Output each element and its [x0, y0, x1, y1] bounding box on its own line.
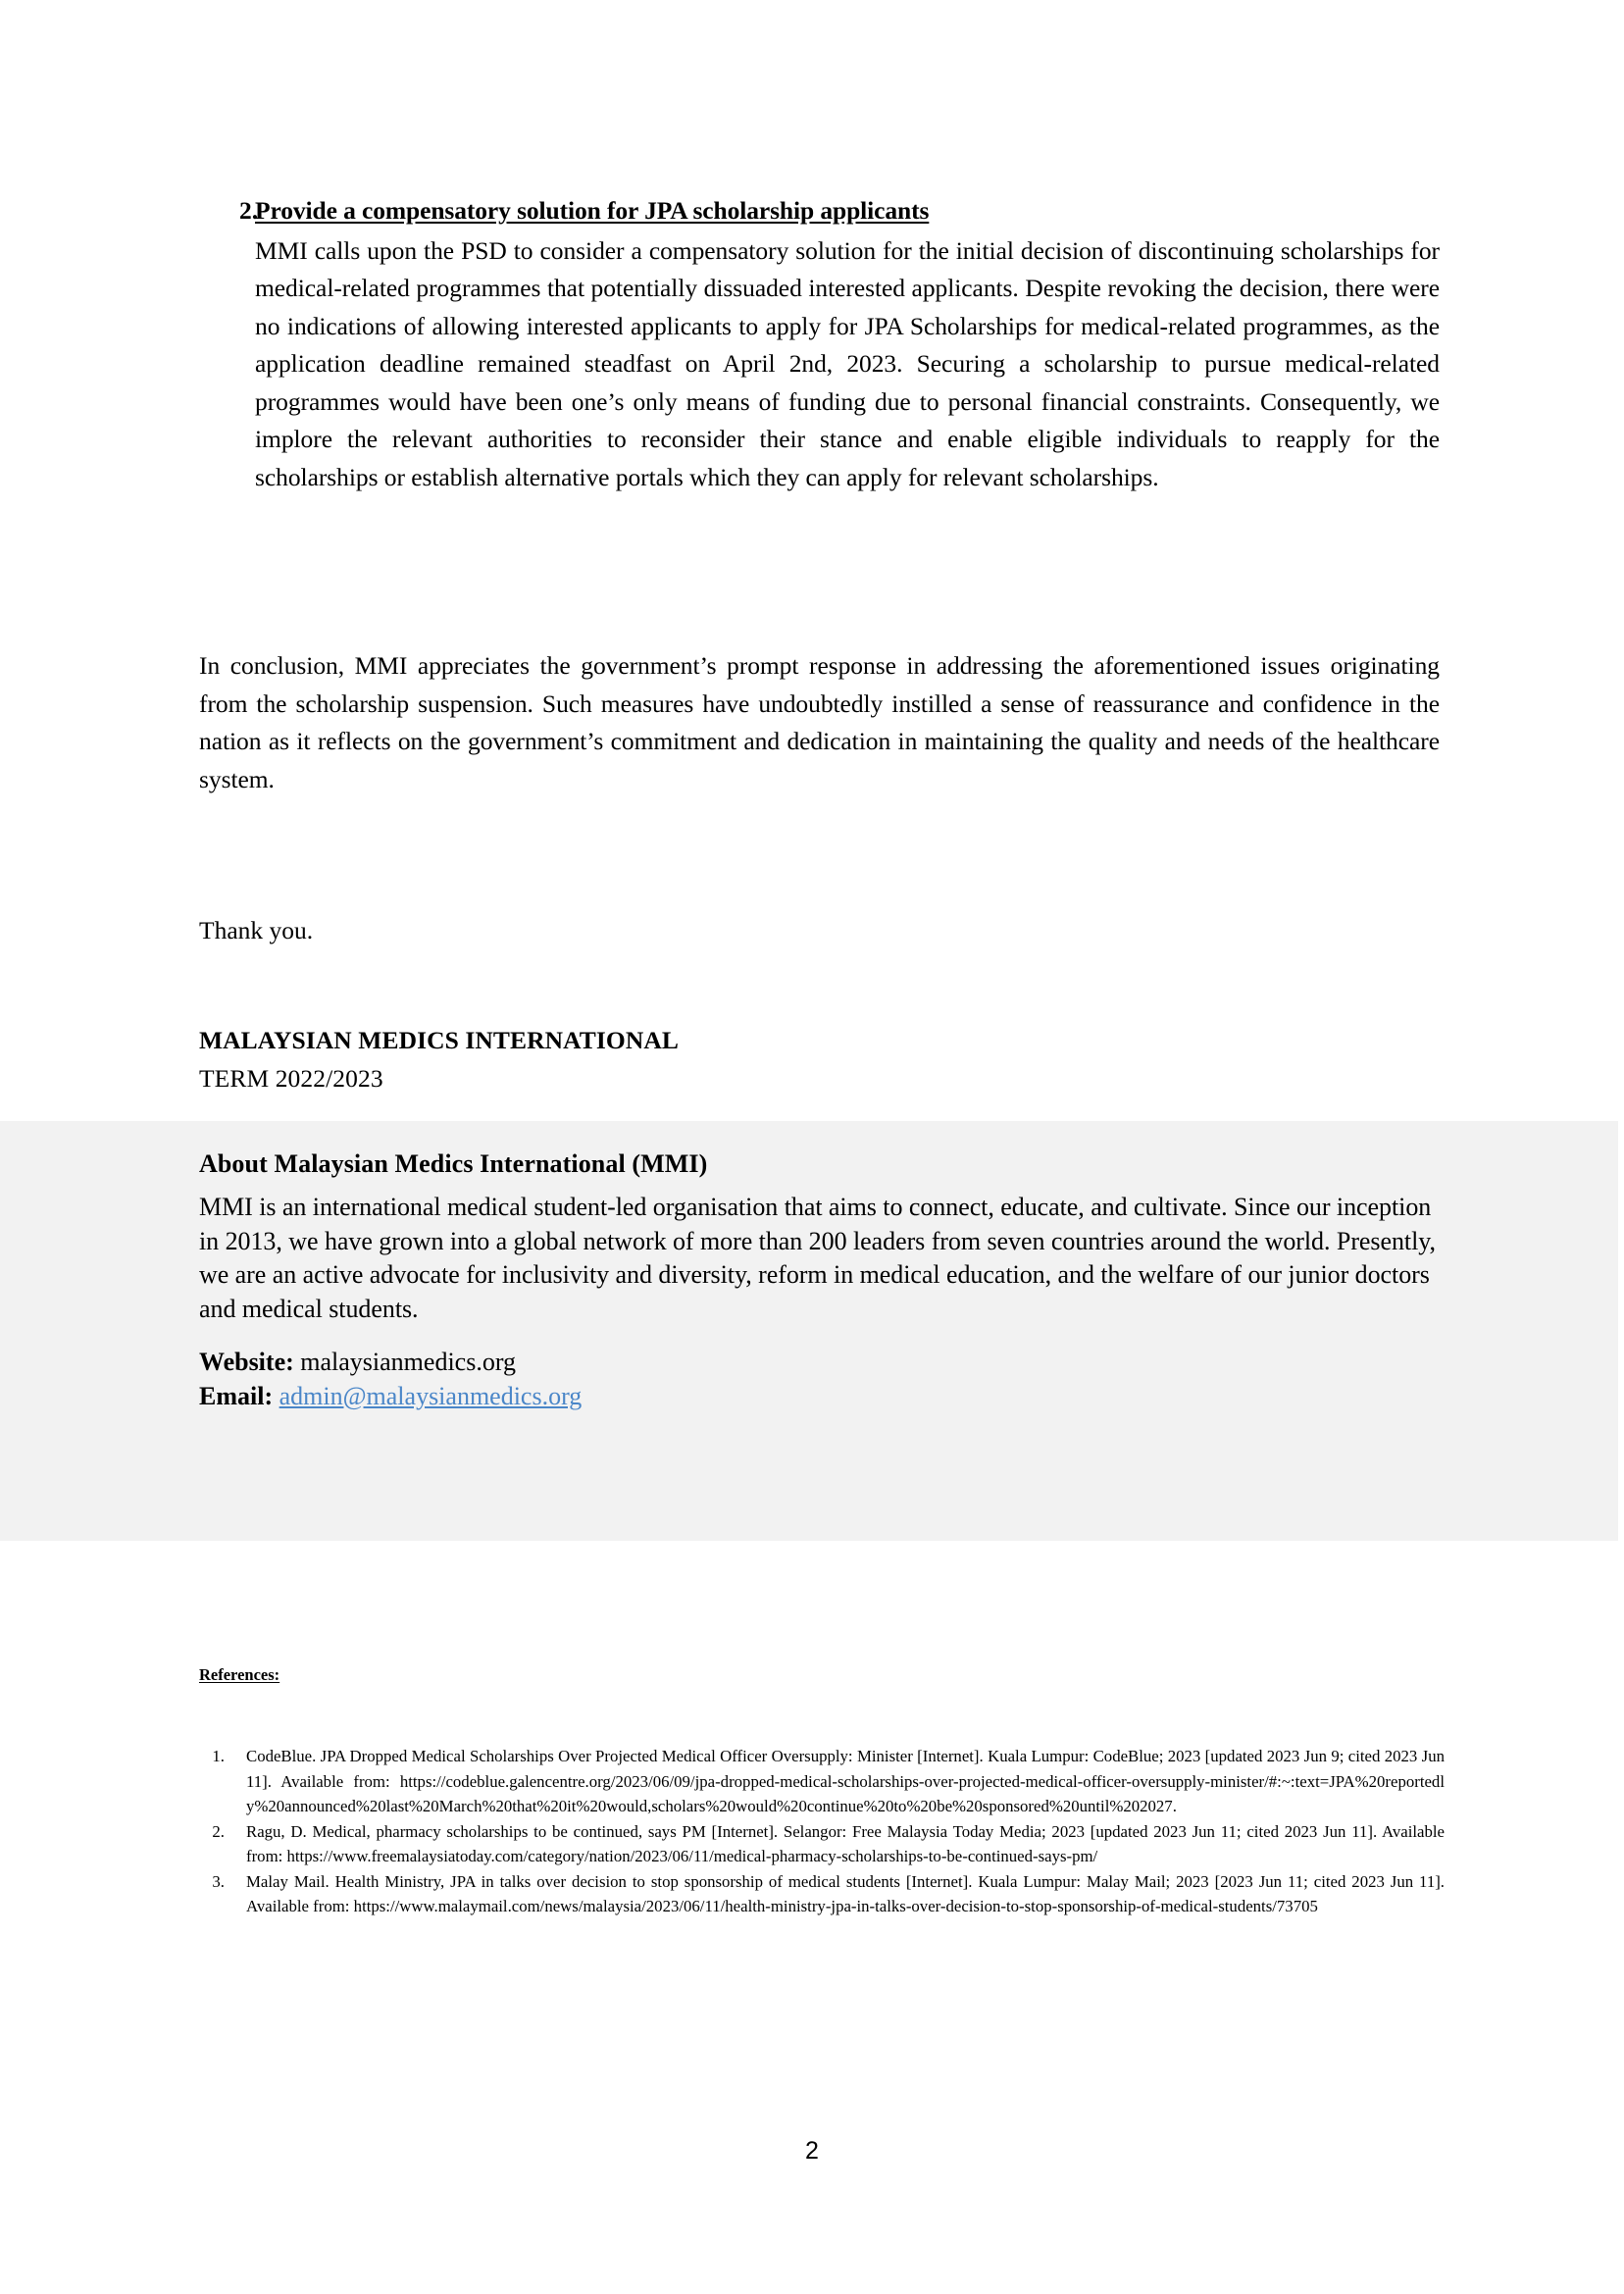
email-link[interactable]: admin@malaysianmedics.org — [279, 1381, 583, 1410]
list-item — [199, 1744, 1445, 1819]
signature-block — [199, 1022, 679, 1097]
reference-citation: CodeBlue. JPA Dropped Medical Scholarships Over Projected Medical Officer Oversupply: Minister [Internet]. Kuala Lumpur: CodeBlue; 2023 [updated 2023 Jun 9; cited 2023 Jun 11]. Available from: — [246, 1747, 1445, 1791]
reference-citation: Malay Mail. Health Ministry, JPA in talks over decision to stop sponsorship of medical students [Internet]. Kuala Lumpur: Malay Mail; 2023 [2023 Jun 11; cited 2023 Jun 11]. Available from: — [246, 1871, 1445, 1915]
list-item-number: 2. — [239, 196, 259, 225]
email-row — [199, 1380, 1454, 1414]
list-item-body — [255, 192, 1440, 497]
reference-citation: Ragu, D. Medical, pharmacy scholarships to be continued, says PM [Internet]. Selangor: Free Malaysia Today Media; 2023 [updated 2023 Jun 11; cited 2023 Jun 11]. Available from: — [246, 1821, 1445, 1865]
reference-text — [246, 1819, 1445, 1869]
reference-text — [246, 1869, 1445, 1919]
about-box-content — [199, 1147, 1454, 1413]
list-item — [199, 1869, 1445, 1919]
email-label: Email: — [199, 1381, 274, 1410]
contact-block — [199, 1346, 1454, 1413]
website-value: malaysianmedics.org — [300, 1348, 517, 1376]
conclusion-paragraph: In conclusion, MMI appreciates the government’s prompt response in addressing the aforementioned issues originating from the scholarship suspension. Such measures have undoubtedly instilled a sense of reassurance and confidence in the nation as it reflects on the government’s commitment and dedication in maintaining the quality and needs of the healthcare system. — [199, 651, 1440, 793]
reference-url[interactable]: https://www.malaymail.com/news/malaysia/2023/06/11/health-ministry-jpa-in-talks-over-decision-to-stop-sponsorship-of-medical-students/73705 — [353, 1897, 1318, 1915]
recommendation-section — [199, 192, 1440, 497]
about-box-body: MMI is an international medical student-led organisation that aims to connect, educate, and cultivate. Since our inception in 2013, we have grown into a global network of more than 200 leaders from seven countries around the world. Presently, we are an active advocate for inclusivity and diversity, reform in medical education, and the welfare of our junior doctors and medical students. — [199, 1193, 1436, 1323]
about-box-title: About Malaysian Medics International (MMI) — [199, 1149, 708, 1178]
reference-number: 1. — [212, 1747, 225, 1765]
reference-url[interactable]: https://codeblue.galencentre.org/2023/06/09/jpa-dropped-medical-scholarships-over-projected-medical-officer-oversupply-minister/#:~:text=JPA%20reportedly%20announced%20last%20March%20that%20it%20would,scholars%20would%20continue%20to%20be%20sponsored%20until%202027. — [246, 1771, 1445, 1815]
organisation-name: MALAYSIAN MEDICS INTERNATIONAL — [199, 1026, 679, 1054]
section-heading: Provide a compensatory solution for JPA scholarship applicants — [255, 196, 930, 225]
list-item — [199, 1819, 1445, 1869]
website-row — [199, 1346, 1454, 1380]
about-box — [0, 1121, 1618, 1541]
reference-number: 3. — [212, 1871, 225, 1891]
reference-text — [246, 1744, 1445, 1819]
thank-you-text: Thank you. — [199, 916, 314, 944]
website-label: Website: — [199, 1348, 294, 1376]
section-paragraph: MMI calls upon the PSD to consider a compensatory solution for the initial decision of discontinuing scholarships for medical-related programmes that potentially dissuaded interested applicants. Despite revoking the decision, there were no indications of allowing interested applicants to apply for JPA Scholarships for medical-related programmes, as the application deadline remained steadfast on April 2nd, 2023. Securing a scholarship to pursue medical-related programmes would have been one’s only means of funding due to personal financial constraints. Consequently, we implore the relevant authorities to reconsider their stance and enable eligible individuals to reapply for the scholarships or establish alternative portals which they can apply for relevant scholarships. — [255, 235, 1440, 492]
references-heading: References: — [199, 1665, 280, 1684]
page-number: 2 — [805, 2137, 819, 2165]
reference-url[interactable]: https://www.freemalaysiatoday.com/category/nation/2023/06/11/medical-pharmacy-scholarships-to-be-continued-says-pm/ — [286, 1847, 1098, 1865]
list-item — [199, 192, 1440, 497]
reference-number: 2. — [212, 1821, 225, 1841]
references-list — [199, 1744, 1445, 1919]
organisation-term: TERM 2022/2023 — [199, 1063, 383, 1093]
